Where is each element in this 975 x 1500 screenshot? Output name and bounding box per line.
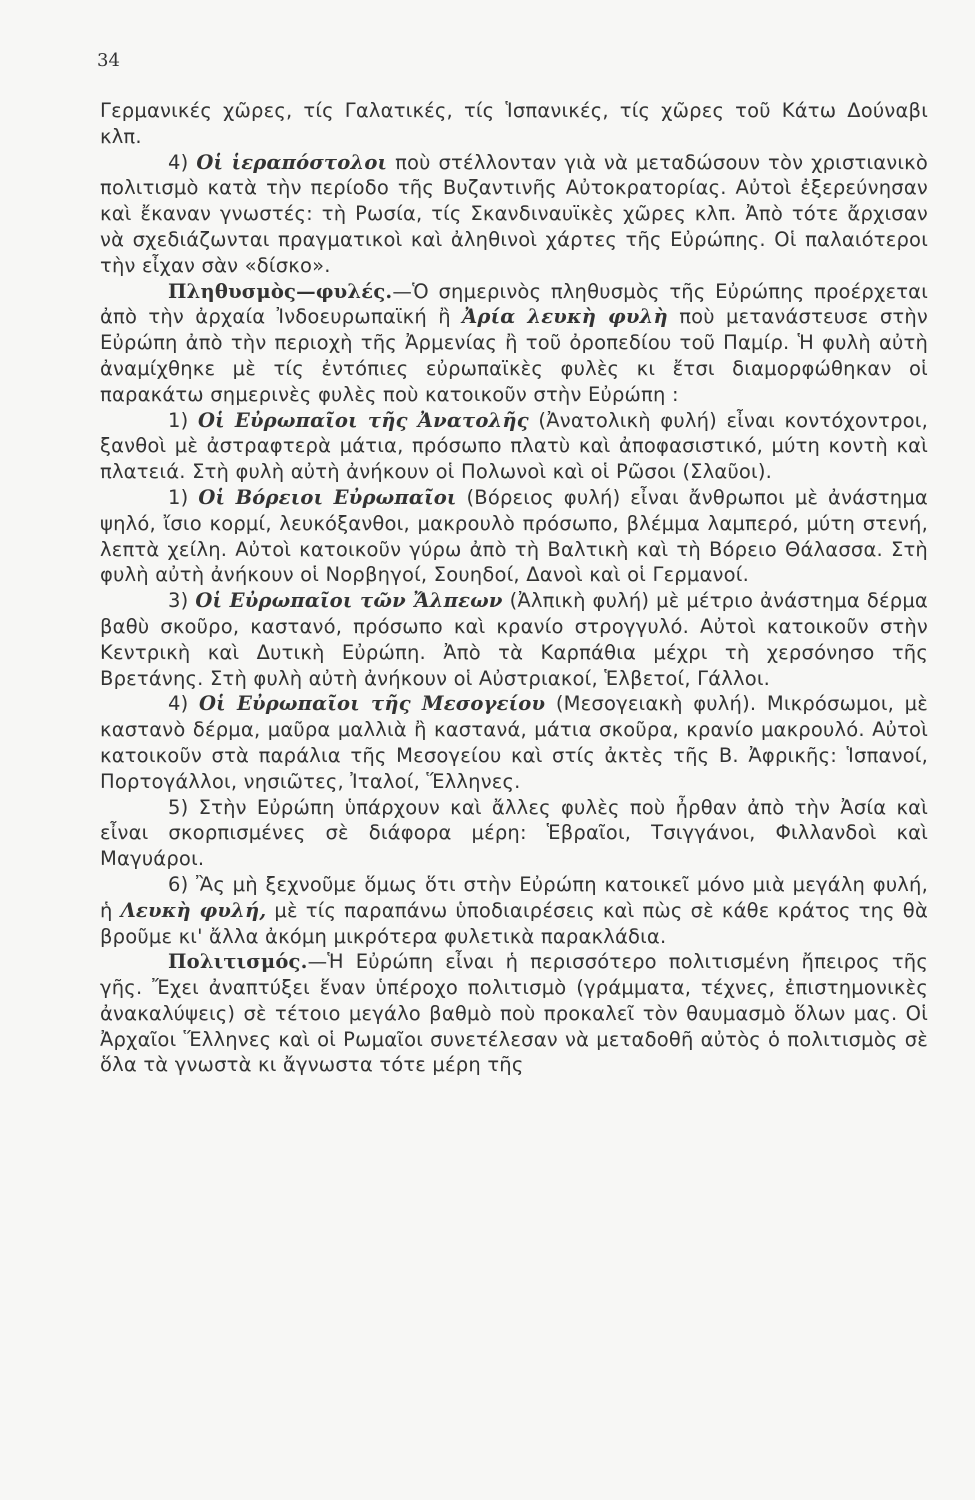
paragraph-civilization: [100, 949, 928, 1078]
population-text-2: ποὺ μετανάστευσε στὴν Εὐρώπη ἀπὸ τὴν περιοχὴ τῆς Ἀρμενίας ἢ τοῦ ὀροπεδίου τοῦ Παμίρ. Ἡ φυλὴ αὐτὴ ἀναμίχθηκε μὲ τίς ἐντόπιες εὐρωπαϊκὲς φυλὲς κι ἔτσι διαμορφώθηκαν οἱ παρακάτω σημερινὲς φυλὲς ποὺ κατοικοῦν στὴν Εὐρώπη :: [100, 305, 928, 406]
item-number: 4): [168, 692, 189, 716]
term-aryan-race: Ἀρία λευκὴ φυλὴ: [462, 305, 668, 329]
term-mediterranean-europeans: Οἱ Εὐρωπαῖοι τῆς Μεσογείου: [198, 692, 546, 716]
paragraph-northern-europeans: [100, 485, 928, 588]
paragraph-alpine-europeans: [100, 588, 928, 691]
paragraph-mediterranean-europeans: [100, 691, 928, 794]
eastern-europeans-text: (Ἀνατολικὴ φυλή) εἶναι κοντόχοντροι, ξανθοὶ μὲ ἀστραφτερὰ μάτια, πρόσωπο πλατὺ καὶ ἀποφασιστικό, μύτη κοντὴ καὶ πλατειά. Στὴ φυλὴ αὐτὴ ἀνήκουν οἱ Πολωνοὶ καὶ οἱ Ρῶσοι (Σλαῦοι).: [100, 408, 928, 484]
item-number: 4): [168, 150, 189, 174]
intro-paragraph: Γερμανικές χῶρες, τίς Γαλατικές, τίς Ἱσπανικές, τίς χῶρες τοῦ Κάτω Δούναβι κλπ.: [100, 99, 928, 148]
paragraph-eastern-europeans: [100, 408, 928, 485]
item-number: 3): [168, 589, 189, 613]
civilization-text: —Ἡ Εὐρώπη εἶναι ἡ περισσότερο πολιτισμένη ἤπειρος τῆς γῆς. Ἔχει ἀναπτύξει ἕναν ὑπέροχο πολιτισμὸ (γράμματα, τέχνες, ἐπιστημονικὲς ἀνακαλύψεις) σὲ τέτοιο μεγάλο βαθμὸ ποὺ προκαλεῖ τὸν θαυμασμὸ ὅλων μας. Οἱ Ἀρχαῖοι Ἕλληνες καὶ οἱ Ρωμαῖοι συνετέλεσαν νὰ μεταδοθῆ αὐτὸς ὁ πολιτισμὸς σὲ ὅλα τὰ γνωστὰ κι ἄγνωστα τότε μέρη τῆς: [100, 950, 928, 1077]
white-race-text-2: μὲ τίς παραπάνω ὑποδιαιρέσεις καὶ πὼς σὲ κάθε κράτος της θὰ βροῦμε κι' ἄλλα ἀκόμη μικρότερα φυλετικὰ παρακλάδια.: [100, 898, 928, 948]
term-eastern-europeans: Οἱ Εὐρωπαῖοι τῆς Ἀνατολῆς: [197, 408, 529, 432]
heading-civilization: Πολιτισμός.: [168, 950, 308, 974]
mediterranean-europeans-text: (Μεσογειακὴ φυλή). Μικρόσωμοι, μὲ καστανὸ δέρμα, μαῦρα μαλλιὰ ἢ καστανά, μάτια σκοῦρα, κρανίο μακρουλό. Αὐτοὶ κατοικοῦν στὰ παράλια τῆς Μεσογείου καὶ στίς ἀκτὲς τῆς Β. Ἀφρικῆς: Ἱσπανοί, Πορτογάλλοι, νησιῶτες, Ἰταλοί, Ἕλληνες.: [100, 692, 928, 793]
page-number: 34: [97, 50, 120, 71]
paragraph-white-race: [100, 872, 928, 949]
term-alpine-europeans: Οἱ Εὐρωπαῖοι τῶν Ἄλπεων: [195, 589, 503, 613]
alpine-europeans-text: (Ἀλπικὴ φυλή) μὲ μέτριο ἀνάστημα δέρμα βαθὺ σκοῦρο, καστανό, πρόσωπο καὶ κρανίο στρογγυλό. Αὐτοὶ κατοικοῦν στὴν Κεντρικὴ καὶ Δυτικὴ Εὐρώπη. Ἀπὸ τὰ Καρπάθια μέχρι τὴ χερσόνησο τῆς Βρετάνης. Στὴ φυλὴ αὐτὴ ἀνήκουν οἱ Αὐστριακοί, Ἑλβετοί, Γάλλοι.: [100, 589, 928, 690]
northern-europeans-text: (Βόρειος φυλή) εἶναι ἄνθρωποι μὲ ἀνάστημα ψηλό, ἴσιο κορμί, λευκόξανθοι, μακρουλὸ πρόσωπο, βλέμμα λαμπερό, μύτη στενή, λεπτὰ χείλη. Αὐτοὶ κατοικοῦν γύρω ἀπὸ τὴ Βαλτικὴ καὶ τὴ Βόρειο Θάλασσα. Στὴ φυλὴ αὐτὴ ἀνήκουν οἱ Νορβηγοί, Σουηδοί, Δανοὶ καὶ οἱ Γερμανοί.: [100, 485, 928, 587]
term-northern-europeans: Οἱ Βόρειοι Εὐρωπαῖοι: [198, 485, 457, 509]
term-white-race: Λευκὴ φυλή,: [120, 898, 267, 922]
missionaries-text: ποὺ στέλλονταν γιὰ νὰ μεταδώσουν τὸν χριστιανικὸ πολιτισμὸ κατὰ τὴν περίοδο τῆς Βυζαντινῆς Αὐτοκρατορίας. Αὐτοὶ ἐξερεύνησαν καὶ ἔκαναν γνωστές: τὴ Ρωσία, τίς Σκανδιναυϊκὲς χῶρες κλπ. Ἀπὸ τότε ἄρχισαν νὰ σχεδιάζωνται πραγματικοὶ καὶ ἀληθινοὶ χάρτες τῆς Εὐρώπης. Οἱ παλαιότεροι τὴν εἶχαν σὰν «δίσκο».: [100, 150, 929, 277]
paragraph-missionaries: [100, 150, 928, 279]
heading-population: Πληθυσμὸς—φυλές.: [168, 279, 393, 303]
white-race-text-1: 6) Ἂς μὴ ξεχνοῦμε ὅμως ὅτι στὴν Εὐρώπη κατοικεῖ μόνο μιὰ μεγάλη φυλή, ἡ: [100, 872, 928, 922]
page-body: [100, 98, 928, 1078]
item-number: 1): [168, 408, 189, 432]
item-number: 1): [168, 485, 189, 509]
population-text-1: —Ὁ σημερινὸς πληθυσμὸς τῆς Εὐρώπης προέρχεται ἀπὸ τὴν ἀρχαία Ἰνδοευρωπαϊκή ἢ: [100, 279, 928, 329]
paragraph-population: [100, 279, 928, 408]
paragraph-other-races: 5) Στὴν Εὐρώπη ὑπάρχουν καὶ ἄλλες φυλὲς ποὺ ἦρθαν ἀπὸ τὴν Ἀσία καὶ εἶναι σκορπισμένες σὲ διάφορα μέρη: Ἑβραῖοι, Τσιγγάνοι, Φιλλανδοὶ καὶ Μαγυάροι.: [100, 795, 928, 871]
term-missionaries: Οἱ ἱεραπόστολοι: [196, 150, 388, 174]
